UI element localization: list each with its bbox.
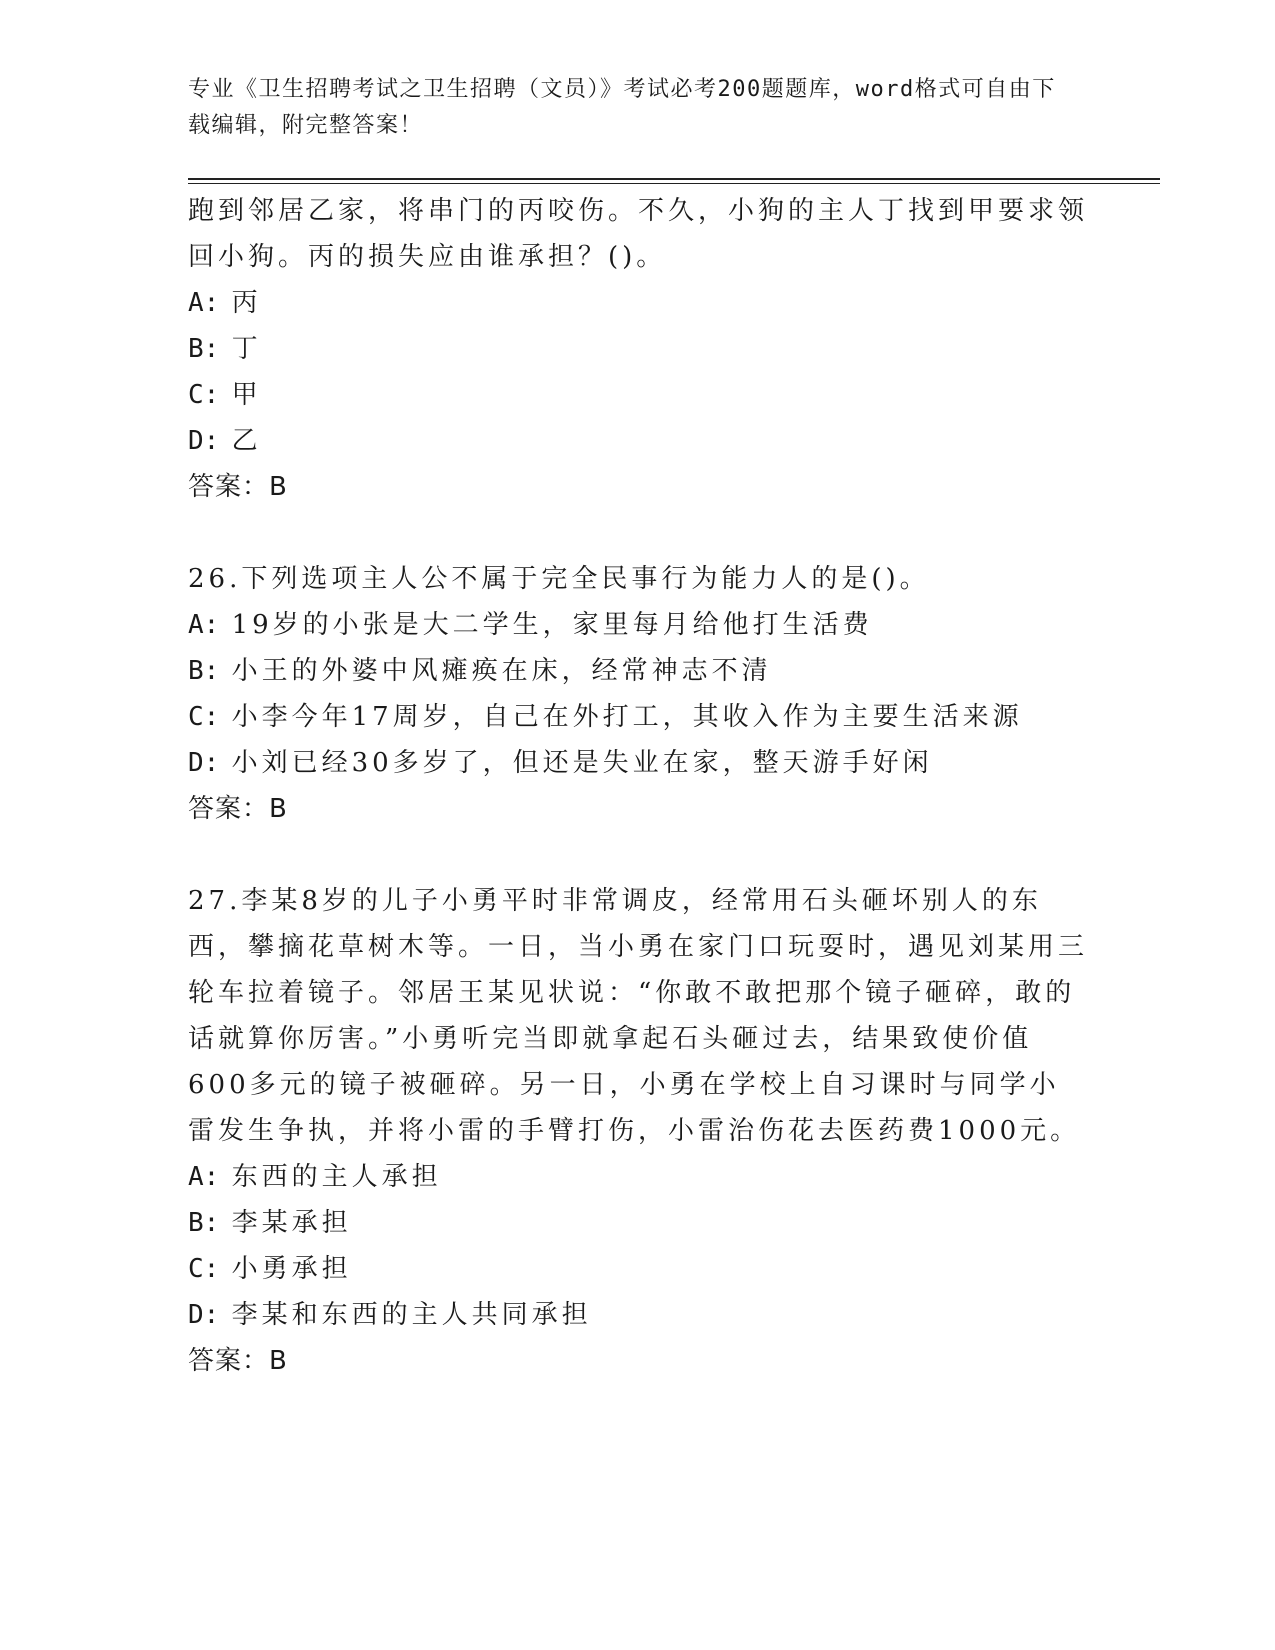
option-b: B: 小王的外婆中风瘫痪在床，经常神志不清 <box>188 656 772 686</box>
question-27 <box>188 878 1088 1384</box>
page-header-title: 专业《卫生招聘考试之卫生招聘（文员）》考试必考200题题库，word格式可自由下载编辑，附完整答案！ <box>188 77 1056 138</box>
answer-line: 答案：B <box>188 794 288 824</box>
header-divider <box>188 178 1160 180</box>
option-c: C: 小勇承担 <box>188 1254 352 1284</box>
option-a: A: 丙 <box>188 288 262 318</box>
answer-line: 答案：B <box>188 472 288 502</box>
option-a: A: 东西的主人承担 <box>188 1162 442 1192</box>
header-divider-thin <box>188 183 1160 184</box>
question-list <box>188 188 1088 1384</box>
option-b: B: 丁 <box>188 334 262 364</box>
answer-line: 答案：B <box>188 1346 288 1376</box>
question-text: 跑到邻居乙家，将串门的丙咬伤。不久，小狗的主人丁找到甲要求领回小狗。丙的损失应由谁承担？()。 <box>188 196 1089 272</box>
question-25-continued <box>188 188 1088 510</box>
option-d: D: 李某和东西的主人共同承担 <box>188 1300 592 1330</box>
option-c: C: 甲 <box>188 380 262 410</box>
question-text: 26.下列选项主人公不属于完全民事行为能力人的是()。 <box>188 564 930 594</box>
option-d: D: 乙 <box>188 426 262 456</box>
option-a: A: 19岁的小张是大二学生，家里每月给他打生活费 <box>188 610 873 640</box>
option-b: B: 李某承担 <box>188 1208 352 1238</box>
option-c: C: 小李今年17周岁，自己在外打工，其收入作为主要生活来源 <box>188 702 1023 732</box>
question-26 <box>188 556 1088 832</box>
option-d: D: 小刘已经30多岁了，但还是失业在家，整天游手好闲 <box>188 748 933 778</box>
question-text: 27.李某8岁的儿子小勇平时非常调皮，经常用石头砸坏别人的东西，攀摘花草树木等。一日，当小勇在家门口玩耍时，遇见刘某用三轮车拉着镜子。邻居王某见状说：“你敢不敢把那个镜子砸碎，敢的话就算你厉害。”小勇听完当即就拿起石头砸过去，结果致使价值600多元的镜子被砸碎。另一日，小勇在学校上自习课时与同学小雷发生争执，并将小雷的手臂打伤，小雷治伤花去医药费1000元。 <box>188 886 1089 1146</box>
